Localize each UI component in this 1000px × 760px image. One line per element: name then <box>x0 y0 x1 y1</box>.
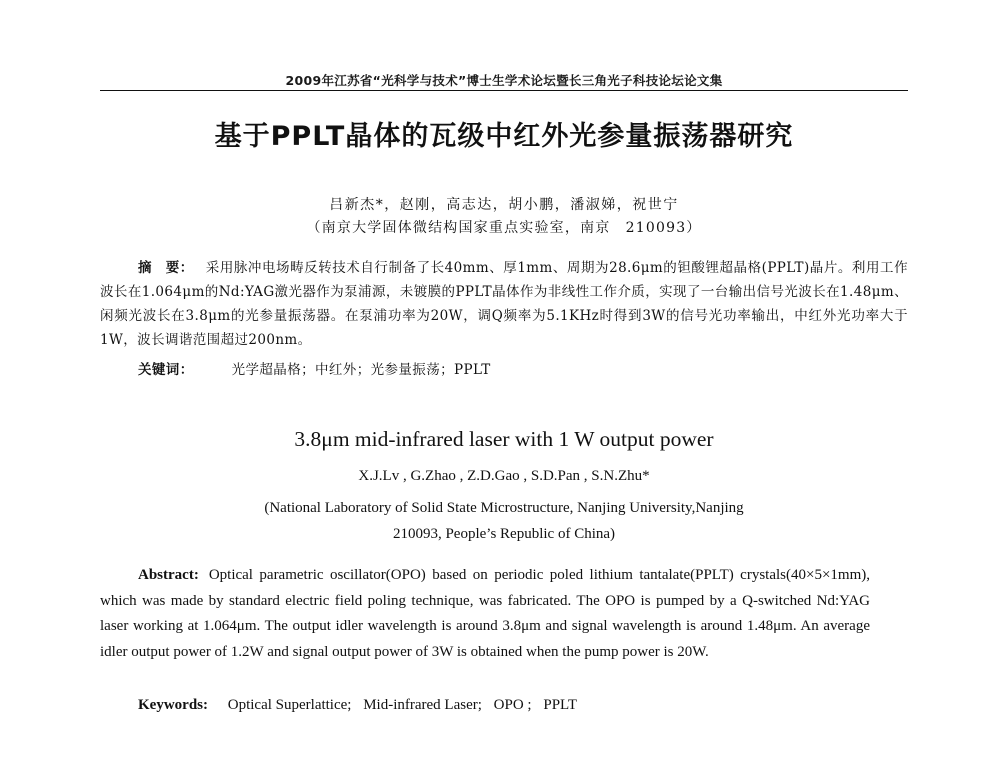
authors-zh: 吕新杰*，赵刚，高志达，胡小鹏，潘淑娣，祝世宁 <box>329 197 679 213</box>
title-en: 3.8μm mid-infrared laser with 1 W output power <box>294 427 714 451</box>
keyword-item: Mid-infrared Laser; <box>363 697 482 713</box>
abstract-zh <box>100 256 908 352</box>
abstract-zh-text: 采用脉冲电场畴反转技术自行制备了长40mm、厚1mm、周期为28.6μm的钽酸锂超晶格(PPLT)晶片。利用工作波长在1.064μm的Nd:YAG激光器作为泵浦源，未镀膜的PPLT晶体作为非线性工作介质，实现了一台输出信号光波长在1.48μm、闲频光波长在3.8μm的光参量振荡器。在泵浦功率为20W，调Q频率为5.1KHz时得到3W的信号光功率输出，中红外光功率大于1W，波长调谐范围超过200nm。 <box>100 260 908 348</box>
keywords-en <box>138 697 585 714</box>
affiliation-en-line2: 210093, People’s Republic of China) <box>392 526 616 542</box>
affiliation-en <box>100 495 908 547</box>
abstract-zh-label: 摘 要： <box>138 260 194 276</box>
abstract-en-text: Optical parametric oscillator(OPO) based on periodic poled lithium tantalate(PPLT) crystals(40×5×1mm), which was made by standard electric field poling technique, was fabricated. The OPO is pumped by a Q-switched Nd:YAG laser working at 1.064μm. The output idler wavelength is around 3.8μm and signal wavelength is around 1.48μm. An average idler output power of 1.2W and signal output power of 3W is obtained when the pump power is 20W. <box>100 567 870 660</box>
keywords-zh-text: 光学超晶格；中红外；光参量振荡；PPLT <box>231 362 491 378</box>
authors-en: X.J.Lv , G.Zhao , Z.D.Gao , S.D.Pan , S.N.Zhu* <box>358 468 650 484</box>
abstract-en-label: Abstract: <box>138 567 199 583</box>
keyword-item: Optical Superlattice; <box>227 697 352 713</box>
title-zh: 基于PPLT晶体的瓦级中红外光参量振荡器研究 <box>214 121 794 152</box>
affiliation-zh: （南京大学固体微结构国家重点实验室，南京 210093） <box>306 220 702 236</box>
abstract-en <box>100 563 870 665</box>
running-header: 2009年江苏省“光科学与技术”博士生学术论坛暨长三角光子科技论坛论文集 <box>285 73 723 88</box>
keywords-zh <box>138 358 491 378</box>
keywords-zh-label: 关键词： <box>138 362 194 378</box>
keyword-item: OPO ; <box>493 697 532 713</box>
keyword-item: PPLT <box>543 697 577 713</box>
header-rule <box>100 90 908 91</box>
affiliation-en-line1: (National Laboratory of Solid State Microstructure, Nanjing University,Nanjing <box>264 500 744 516</box>
keywords-en-label: Keywords: <box>138 697 208 713</box>
